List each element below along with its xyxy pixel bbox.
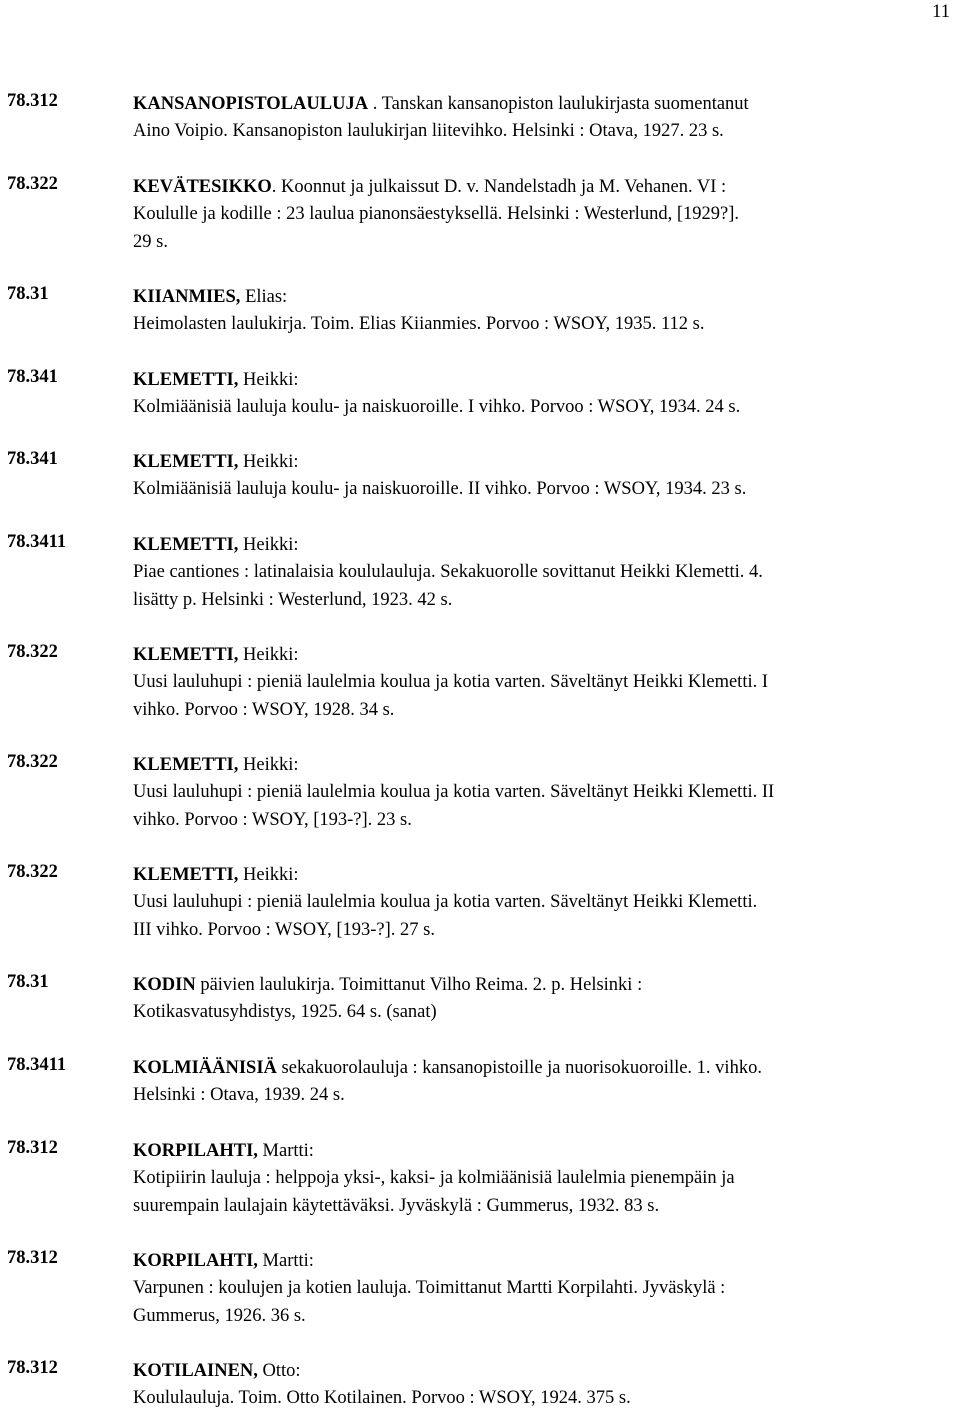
- entry-code: 78.322: [7, 174, 58, 194]
- entry-heading: KOTILAINEN,: [133, 1361, 258, 1381]
- entry-line: Elias:: [240, 287, 288, 307]
- entry-code: 78.312: [7, 91, 58, 111]
- entry-line: Heikki:: [238, 370, 299, 390]
- entry-line: Kolmiäänisiä lauluja koulu- ja naiskuoroille. II vihko. Porvoo : WSOY, 1934. 23 s.: [133, 479, 747, 500]
- entry-code: 78.341: [7, 449, 58, 469]
- entry-heading: KLEMETTI,: [133, 370, 239, 390]
- entry-text: [133, 284, 948, 339]
- entry-code: 78.3411: [7, 1055, 67, 1075]
- entry-heading: KLEMETTI,: [133, 755, 239, 775]
- entry-text: [133, 449, 948, 504]
- entry-line: Varpunen : koulujen ja kotien lauluja. Toimittanut Martti Korpilahti. Jyväskylä :: [133, 1278, 726, 1299]
- entry-line: Aino Voipio. Kansanopiston laulukirjan liitevihko. Helsinki : Otava, 1927. 23 s.: [133, 121, 724, 142]
- entry-text: [133, 862, 948, 944]
- entry-code: 78.322: [7, 862, 58, 882]
- entry-line: suurempain laulajain käytettäväksi. Jyväskylä : Gummerus, 1932. 83 s.: [133, 1195, 660, 1216]
- entry-line: Kotikasvatusyhdistys, 1925. 64 s. (sanat): [133, 1002, 437, 1023]
- entry-heading: KLEMETTI,: [133, 452, 239, 472]
- entry-heading: KANSANOPISTOLAULUJA: [133, 94, 369, 114]
- entry-heading: KEVÄTESIKKO: [133, 177, 272, 197]
- entry-line: Heikki:: [238, 865, 299, 885]
- entry-line: Kotipiirin lauluja : helppoja yksi-, kaksi- ja kolmiäänisiä laulelmia pienempäin ja: [133, 1168, 735, 1189]
- entry-code: 78.312: [7, 1248, 58, 1268]
- entry-text: [133, 174, 948, 256]
- entry-line: Uusi lauluhupi : pieniä laulelmia koulua ja kotia varten. Säveltänyt Heikki Klemetti.: [133, 892, 758, 913]
- entry-code: 78.3411: [7, 532, 67, 552]
- entry-text: [133, 642, 948, 724]
- entry-line: sekakuorolauluja : kansanopistoille ja nuorisokuoroille. 1. vihko.: [276, 1058, 762, 1078]
- entry-line: Gummerus, 1926. 36 s.: [133, 1305, 306, 1326]
- entry-heading: KORPILAHTI,: [133, 1251, 258, 1271]
- entry-line: lisätty p. Helsinki : Westerlund, 1923. 42 s.: [133, 589, 453, 610]
- entry-line: vihko. Porvoo : WSOY, 1928. 34 s.: [133, 699, 395, 720]
- entry-heading: KORPILAHTI,: [133, 1141, 258, 1161]
- entry-line: Koululle ja kodille : 23 laulua pianonsäestyksellä. Helsinki : Westerlund, [1929?].: [133, 204, 739, 225]
- entry-line: Uusi lauluhupi : pieniä laulelmia koulua ja kotia varten. Säveltänyt Heikki Klemetti. I: [133, 672, 769, 693]
- entry-text: [133, 91, 948, 146]
- entry-line: päivien laulukirja. Toimittanut Vilho Reima. 2. p. Helsinki :: [195, 975, 643, 995]
- entry-line: 29 s.: [133, 231, 168, 252]
- entry-code: 78.322: [7, 752, 58, 772]
- entry-heading: KOLMIÄÄNISIÄ: [133, 1058, 277, 1078]
- entry-code: 78.312: [7, 1138, 58, 1158]
- entry-line: Koululauluja. Toim. Otto Kotilainen. Porvoo : WSOY, 1924. 375 s.: [133, 1388, 631, 1409]
- entry-code: 78.31: [7, 972, 49, 992]
- entry-code: 78.322: [7, 642, 58, 662]
- entry-line: Heimolasten laulukirja. Toim. Elias Kiianmies. Porvoo : WSOY, 1935. 112 s.: [133, 314, 705, 335]
- entry-line: . Tanskan kansanopiston laulukirjasta suomentanut: [368, 94, 749, 114]
- entry-text: [133, 1138, 948, 1220]
- entry-heading: KODIN: [133, 975, 196, 995]
- entry-heading: KLEMETTI,: [133, 865, 239, 885]
- entry-heading: KLEMETTI,: [133, 645, 239, 665]
- entry-line: III vihko. Porvoo : WSOY, [193-?]. 27 s.: [133, 919, 435, 940]
- entry-text: [133, 972, 948, 1027]
- entry-line: vihko. Porvoo : WSOY, [193-?]. 23 s.: [133, 809, 412, 830]
- entry-code: 78.312: [7, 1358, 58, 1378]
- entry-text: [133, 1055, 948, 1110]
- entry-line: Uusi lauluhupi : pieniä laulelmia koulua ja kotia varten. Säveltänyt Heikki Klemetti. II: [133, 782, 775, 803]
- entry-line: Piae cantiones : latinalaisia koululauluja. Sekakuorolle sovittanut Heikki Klemetti. 4.: [133, 562, 763, 583]
- entry-line: Martti:: [257, 1141, 314, 1161]
- entry-text: [133, 752, 948, 834]
- entry-text: [133, 1358, 948, 1413]
- entry-line: Heikki:: [238, 645, 299, 665]
- entry-heading: KLEMETTI,: [133, 535, 239, 555]
- entry-text: [133, 532, 948, 614]
- entry-text: [133, 1248, 948, 1330]
- entry-line: Kolmiäänisiä lauluja koulu- ja naiskuoroille. I vihko. Porvoo : WSOY, 1934. 24 s.: [133, 397, 741, 418]
- entry-heading: KIIANMIES,: [133, 287, 241, 307]
- entry-code: 78.341: [7, 367, 58, 387]
- entry-text: [133, 367, 948, 422]
- page-number: 11: [932, 2, 950, 22]
- entry-line: Martti:: [257, 1251, 314, 1271]
- entry-code: 78.31: [7, 284, 49, 304]
- entry-line: Heikki:: [238, 535, 299, 555]
- entry-line: Heikki:: [238, 755, 299, 775]
- entry-line: Helsinki : Otava, 1939. 24 s.: [133, 1085, 345, 1106]
- entry-line: Heikki:: [238, 452, 299, 472]
- entry-line: Otto:: [257, 1361, 301, 1381]
- entry-line: . Koonnut ja julkaissut D. v. Nandelstadh ja M. Vehanen. VI :: [271, 177, 727, 197]
